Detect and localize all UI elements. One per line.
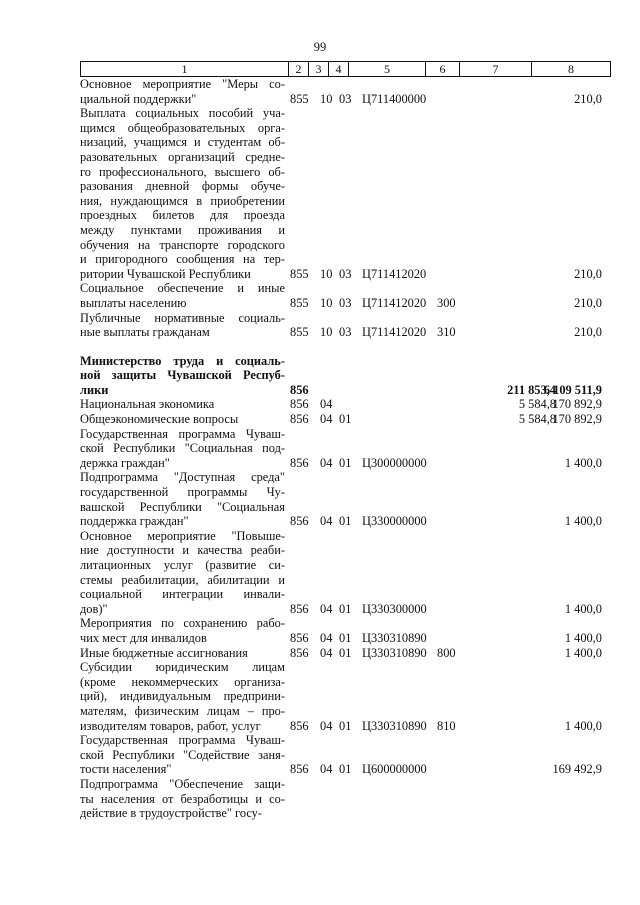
description-line: лики <box>80 382 109 397</box>
ministry-code: 855 <box>290 91 309 106</box>
target-article-code: Ц600000000 <box>362 762 427 777</box>
expense-type-code: 810 <box>437 718 456 733</box>
section-code: 10 <box>320 266 333 281</box>
section-code: 04 <box>320 718 333 733</box>
description-line: циальной поддержки" <box>80 91 197 106</box>
description-line: разовательных организаций средне- <box>80 149 285 164</box>
target-article-code: Ц330310890 <box>362 630 427 645</box>
section-code: 04 <box>320 645 333 660</box>
description-line: ций), индивидуальным предприни- <box>80 689 285 704</box>
ministry-code: 855 <box>290 266 309 281</box>
description-line: и пригородного сообщения на тер- <box>80 252 285 267</box>
amount-col-7: 5 584,8 <box>518 412 556 427</box>
description-line: тости населения" <box>80 762 172 777</box>
header-col-7: 7 <box>460 62 532 77</box>
description-line: изводителям товаров, работ, услуг <box>80 718 261 733</box>
header-col-8: 8 <box>532 62 611 77</box>
description-line: щимся общеобразовательных орга- <box>80 120 285 135</box>
description-line: стемы реабилитации, абилитации и <box>80 572 285 587</box>
description-line: социальной интеграции инвали- <box>80 587 285 602</box>
description-line: ные выплаты гражданам <box>80 325 210 340</box>
description-line: вашской Республики "Социальная <box>80 499 285 514</box>
amount-col-8: 6 109 511,9 <box>543 382 602 397</box>
table-row <box>80 311 610 340</box>
description-line: го профессионального, высшего об- <box>80 164 285 179</box>
subsection-code: 03 <box>339 325 352 340</box>
section-code: 10 <box>320 325 333 340</box>
description-line: Подпрограмма "Обеспечение защи- <box>80 776 285 791</box>
row-codes <box>80 296 610 311</box>
description-line: Подпрограмма "Доступная среда" <box>80 470 285 485</box>
section-code: 04 <box>320 397 333 412</box>
row-codes <box>80 514 610 529</box>
ministry-code: 855 <box>290 295 309 310</box>
description-line: проездных билетов для проезда <box>80 208 285 223</box>
ministry-code: 856 <box>290 514 309 529</box>
target-article-code: Ц711412020 <box>362 295 427 310</box>
description-line: ритории Чувашской Республики <box>80 266 251 281</box>
table-row <box>80 470 610 528</box>
ministry-code: 856 <box>290 645 309 660</box>
subsection-code: 01 <box>339 601 352 616</box>
row-codes <box>80 92 610 107</box>
target-article-code: Ц711400000 <box>362 91 427 106</box>
header-col-1: 1 <box>81 62 289 77</box>
description-line: литационных услуг (развитие си- <box>80 558 285 572</box>
row-codes <box>80 602 610 617</box>
subsection-code: 01 <box>339 412 352 427</box>
table-row <box>80 777 610 821</box>
table-body <box>80 77 610 821</box>
amount-col-8: 170 892,9 <box>552 412 602 427</box>
table-row <box>80 354 610 398</box>
amount-col-8: 1 400,0 <box>564 718 602 733</box>
description-line: действие в трудоустройстве" госу- <box>80 806 262 821</box>
description-line: ной защиты Чувашской Респуб- <box>80 368 285 383</box>
target-article-code: Ц330310890 <box>362 718 427 733</box>
description-line: мателям, физическим лицам – про- <box>80 703 285 718</box>
row-codes <box>80 806 610 821</box>
row-codes <box>80 412 610 427</box>
ministry-code: 856 <box>290 601 309 616</box>
expense-type-code: 800 <box>437 645 456 660</box>
header-col-4: 4 <box>329 62 349 77</box>
ministry-code: 856 <box>290 718 309 733</box>
target-article-code: Ц711412020 <box>362 325 427 340</box>
table-row <box>80 106 610 281</box>
description-line: поддержка граждан" <box>80 514 189 529</box>
description-line: Национальная экономика <box>80 397 215 412</box>
header-col-6: 6 <box>426 62 460 77</box>
description-line: ской Республики "Социальная под- <box>80 441 285 456</box>
description-line: обучения на транспорте городского <box>80 237 285 252</box>
subsection-code: 03 <box>339 295 352 310</box>
target-article-code: Ц330000000 <box>362 514 427 529</box>
section-code: 04 <box>320 762 333 777</box>
header-col-5: 5 <box>349 62 426 77</box>
ministry-code: 856 <box>290 382 309 397</box>
amount-col-8: 1 400,0 <box>564 630 602 645</box>
description-line: чих мест для инвалидов <box>80 630 207 645</box>
description-line: выплаты населению <box>80 295 187 310</box>
table-row <box>80 733 610 777</box>
description-line: Основное мероприятие "Повыше- <box>80 528 285 543</box>
amount-col-8: 1 400,0 <box>564 455 602 470</box>
description-line: разования дневной формы обуче- <box>80 179 285 194</box>
description-line: ской Республики "Содействие заня- <box>80 747 285 762</box>
page-number: 99 <box>313 40 327 54</box>
row-codes <box>80 325 610 340</box>
description-line: государственной программы Чу- <box>80 485 285 500</box>
section-code: 04 <box>320 514 333 529</box>
description-line: Иные бюджетные ассигнования <box>80 645 248 660</box>
amount-col-8: 170 892,9 <box>552 397 602 412</box>
section-code: 10 <box>320 295 333 310</box>
section-code: 04 <box>320 412 333 427</box>
description-line: Выплата социальных пособий уча- <box>80 106 285 121</box>
section-code: 04 <box>320 455 333 470</box>
ministry-code: 856 <box>290 455 309 470</box>
section-code: 04 <box>320 601 333 616</box>
row-codes <box>80 631 610 646</box>
description-line: Субсидии юридическим лицам <box>80 660 285 675</box>
amount-col-7: 211 853,4 <box>507 382 556 397</box>
section-code: 04 <box>320 630 333 645</box>
amount-col-8: 210,0 <box>574 266 602 281</box>
subsection-code: 01 <box>339 455 352 470</box>
description-line: ния, нуждающимся в приобретении <box>80 193 285 208</box>
amount-col-8: 1 400,0 <box>564 601 602 616</box>
subsection-code: 01 <box>339 645 352 660</box>
subsection-code: 01 <box>339 514 352 529</box>
subsection-code: 01 <box>339 762 352 777</box>
table-row <box>80 77 610 106</box>
description-line: низаций, учащимся и студентам об- <box>80 135 285 150</box>
description-line: ние доступности и качества реаби- <box>80 543 285 558</box>
row-codes <box>80 646 610 661</box>
subsection-code: 01 <box>339 718 352 733</box>
row-codes <box>80 397 610 412</box>
row-codes <box>80 267 610 282</box>
description-line: Основное мероприятие "Меры со- <box>80 77 285 91</box>
table-row <box>80 616 610 645</box>
description-line: Публичные нормативные социаль- <box>80 310 285 325</box>
table-header <box>80 61 611 77</box>
table-row <box>80 660 610 733</box>
ministry-code: 856 <box>290 762 309 777</box>
table-row <box>80 397 610 412</box>
description-line: между пунктами проживания и <box>80 222 285 237</box>
table-row <box>80 281 610 310</box>
table-row <box>80 529 610 617</box>
amount-col-8: 1 400,0 <box>564 514 602 529</box>
target-article-code: Ц330300000 <box>362 601 427 616</box>
subsection-code: 03 <box>339 266 352 281</box>
description-line: Государственная программа Чуваш- <box>80 426 285 441</box>
row-codes <box>80 383 610 398</box>
description-line: Социальное обеспечение и иные <box>80 281 285 296</box>
target-article-code: Ц330310890 <box>362 645 427 660</box>
subsection-code: 01 <box>339 630 352 645</box>
target-article-code: Ц300000000 <box>362 455 427 470</box>
ministry-code: 855 <box>290 325 309 340</box>
subsection-code: 03 <box>339 91 352 106</box>
table-row <box>80 412 610 427</box>
description-line: дов)" <box>80 601 108 616</box>
row-codes <box>80 719 610 734</box>
description-line: Государственная программа Чуваш- <box>80 733 285 748</box>
amount-col-8: 169 492,9 <box>552 762 602 777</box>
table-row <box>80 427 610 471</box>
description-line: держка граждан" <box>80 455 170 470</box>
table-row <box>80 646 610 661</box>
expense-type-code: 310 <box>437 325 456 340</box>
amount-col-8: 1 400,0 <box>564 645 602 660</box>
row-codes <box>80 762 610 777</box>
ministry-code: 856 <box>290 397 309 412</box>
row-codes <box>80 456 610 471</box>
amount-col-8: 210,0 <box>574 325 602 340</box>
amount-col-8: 210,0 <box>574 91 602 106</box>
amount-col-8: 210,0 <box>574 295 602 310</box>
ministry-code: 856 <box>290 630 309 645</box>
ministry-code: 856 <box>290 412 309 427</box>
row-description <box>80 106 285 281</box>
description-line: Общеэкономические вопросы <box>80 412 239 427</box>
description-line: Министерство труда и социаль- <box>80 353 285 368</box>
header-col-3: 3 <box>309 62 329 77</box>
header-col-2: 2 <box>289 62 309 77</box>
description-line: (кроме некоммерческих организа- <box>80 674 285 689</box>
expense-type-code: 300 <box>437 295 456 310</box>
description-line: Мероприятия по сохранению рабо- <box>80 616 285 631</box>
target-article-code: Ц711412020 <box>362 266 427 281</box>
description-line: ты населения от безработицы и со- <box>80 791 285 806</box>
amount-col-7: 5 584,8 <box>518 397 556 412</box>
section-code: 10 <box>320 91 333 106</box>
